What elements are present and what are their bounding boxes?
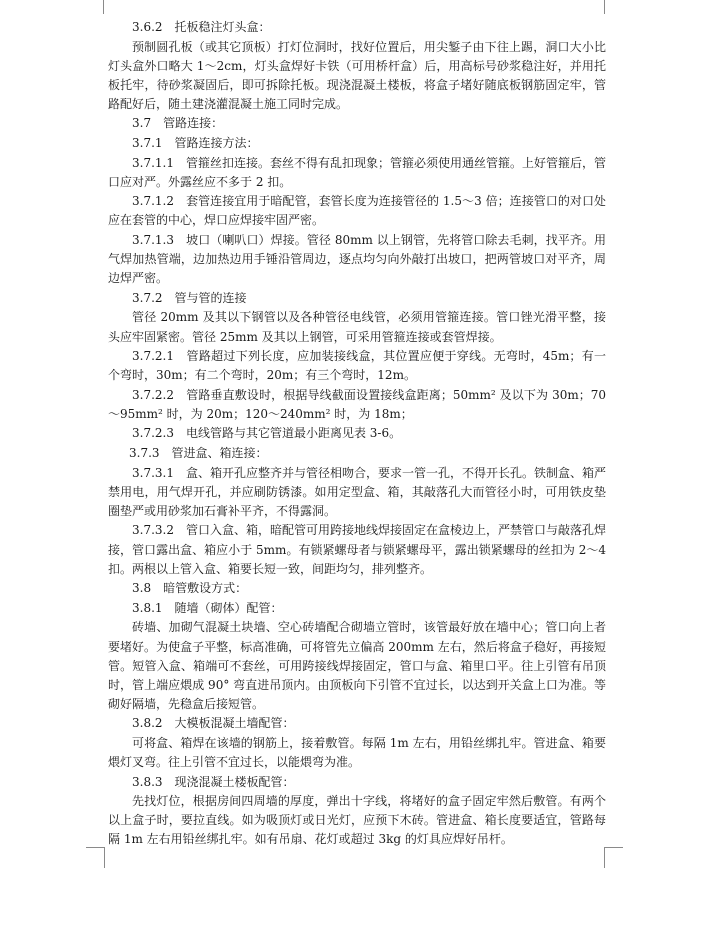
paragraph-lamp-box-fixing: 预制圆孔板（或其它顶板）打灯位洞时，找好位置后，用尖錾子由下往上踢，洞口大小比灯头盒外口略大 1～2cm，灯头盒焊好卡铁（可用桥杆盒）后，用高标号砂浆稳注好，并用托板托牢，待砂浆凝固后，即可拆除托板。现浇混凝土楼板，将盒子堵好随底板钢筋固定牢，管路配好后，随土建浇灌混凝土施工同时完成。 <box>108 39 606 111</box>
crop-mark-bottom-left-vertical <box>104 847 105 868</box>
paragraph-wall-piping: 砖墙、加砌气混凝土块墙、空心砖墙配合砌墙立管时，该管最好放在墙中心；管口向上者要堵好。为使盒子平整，标高准确，可将管先立偏高 200mm 左右，然后将盒子稳好，再接短管。短管入盒、箱端可不套丝，可用跨接线焊接固定，管口与盒、箱里口平。往上引管有吊顶时，管上端应煨成 90° 弯直进吊顶内。由顶板向下引管不宜过长，以达到开关盒上口为准。等砌好隔墙，先稳盒后接短管。 <box>108 620 606 711</box>
section-heading-3-6-2: 3.6.2 托板稳注灯头盒： <box>132 20 271 34</box>
section-heading-3-8-3: 3.8.3 现浇混凝土楼板配管： <box>132 774 295 789</box>
section-heading-3-7-1: 3.7.1 管路连接方法： <box>132 136 259 151</box>
crop-mark-bottom-right-horizontal <box>604 847 623 848</box>
paragraph-3-7-3-1: 3.7.3.1 盒、箱开孔应整齐并与管径相吻合，要求一管一孔，不得开长孔。铁制盒、箱严禁用电，用气焊开孔，并应刷防锈漆。如用定型盒、箱，其敲落孔大而管径小时，可用铁皮垫圈垫严或用砂浆加石膏补平齐，不得露洞。 <box>108 465 606 518</box>
crop-mark-top-right-vertical <box>604 0 605 14</box>
crop-mark-top-left-vertical <box>103 0 104 14</box>
crop-mark-bottom-right-vertical <box>604 847 605 868</box>
paragraph-pipe-coupling: 管径 20mm 及其以下钢管以及各种管径电线管，必须用管箍连接。管口锉光滑平整，接头应牢固紧密。管径 25mm 及其以上钢管，可采用管箍连接或套管焊接。 <box>108 310 606 344</box>
paragraph-slab-piping: 先找灯位，根据房间四周墙的厚度，弹出十字线，将堵好的盒子固定牢然后敷管。有两个以上盒子时，要拉直线。如为吸顶灯或日光灯，应预下木砖。管进盒、箱长度要适宜，管路每隔 1m 左右用铅丝绑扎牢。如有吊扇、花灯或超过 3kg 的灯具应焊好吊杆。 <box>108 794 606 847</box>
section-heading-3-8-2: 3.8.2 大模板混凝土墙配管： <box>132 716 295 731</box>
crop-mark-bottom-left-horizontal <box>86 847 105 848</box>
paragraph-formwork-wall-piping: 可将盒、箱焊在该墙的钢筋上，接着敷管。每隔 1m 左右，用铅丝绑扎牢。管进盒、箱要煨灯叉弯。往上引管不宜过长，以能煨弯为准。 <box>108 735 606 770</box>
section-heading-3-7-3: 3.7.3 管进盒、箱连接： <box>129 446 268 461</box>
paragraph-3-7-1-3: 3.7.1.3 坡口（喇叭口）焊接。管径 80mm 以上钢管，先将管口除去毛刺，找平齐。用气焊加热管端，边加热边用手锤沿管周边，逐点均匀向外敲打出坡口，把两管坡口对平齐，周边焊严密。 <box>108 233 606 286</box>
paragraph-3-7-1-2: 3.7.1.2 套管连接宜用于暗配管，套管长度为连接管径的 1.5～3 倍；连接管口的对口处应在套管的中心，焊口应焊接牢固严密。 <box>108 194 606 228</box>
document-body <box>108 18 606 850</box>
paragraph-3-7-2-2: 3.7.2.2 管路垂直敷设时，根据导线截面设置接线盒距离；50mm² 及以下为 30m；70～95mm² 时，为 20m；120～240mm² 时，为 18m； <box>108 387 606 421</box>
paragraph-3-7-2-3: 3.7.2.3 电线管路与其它管道最小距离见表 3-6。 <box>132 426 402 441</box>
section-heading-3-7-2: 3.7.2 管与管的连接 <box>132 290 247 305</box>
paragraph-3-7-2-1: 3.7.2.1 管路超过下列长度，应加装接线盒，其位置应便于穿线。无弯时，45m；有一个弯时，30m；有二个弯时，20m；有三个弯时，12m。 <box>108 349 606 383</box>
section-heading-3-8: 3.8 暗管敷设方式： <box>132 581 248 596</box>
paragraph-3-7-1-1: 3.7.1.1 管箍丝扣连接。套丝不得有乱扣现象；管箍必须使用通丝管箍。上好管箍后，管口应对严。外露丝应不多于 2 扣。 <box>108 155 606 189</box>
section-heading-3-8-1: 3.8.1 随墙（砌体）配管： <box>132 600 283 615</box>
paragraph-3-7-3-2: 3.7.3.2 管口入盒、箱，暗配管可用跨接地线焊接固定在盒棱边上，严禁管口与敲落孔焊接，管口露出盒、箱应小于 5mm。有锁紧螺母者与锁紧螺母平，露出锁紧螺母的丝扣为 2～4 扣。两根以上管入盒、箱要长短一致，间距均匀，排列整齐。 <box>108 523 606 576</box>
section-heading-3-7: 3.7 管路连接： <box>132 116 224 131</box>
